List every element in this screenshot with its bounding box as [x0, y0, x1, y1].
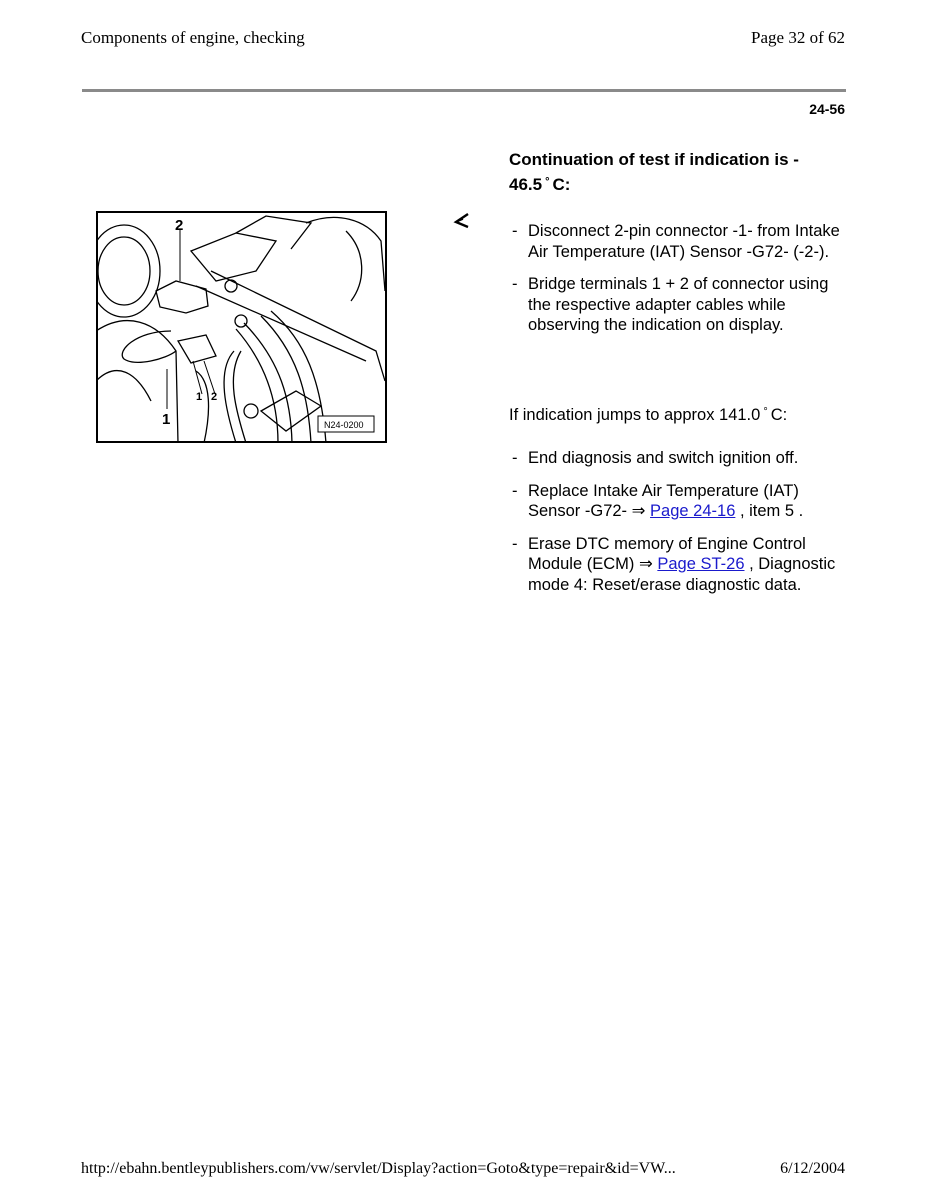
engine-connector-illustration [96, 211, 387, 443]
step-text-after: , Diagnostic mode 4: Reset/erase diagnostic data. [528, 555, 836, 594]
list-dash: - [512, 449, 518, 467]
step-text-after: , item 5 . [735, 502, 804, 520]
step-text: Disconnect 2-pin connector -1- from Intake Air Temperature (IAT) Sensor -G72- (-2-). [528, 222, 840, 261]
callout-pin-2: 2 [211, 391, 218, 403]
list-dash: - [512, 534, 518, 553]
condition-before: If indication jumps to approx 141.0 [509, 406, 761, 424]
steps-list-a [510, 221, 840, 336]
callout-pin-1: 1 [196, 391, 203, 403]
page-st-26-link[interactable]: Page ST-26 [657, 555, 745, 573]
list-item [510, 534, 840, 596]
degree-symbol: ° [763, 406, 768, 418]
list-item [510, 274, 840, 336]
figure-pointer-icon [453, 212, 471, 230]
steps-list-b [510, 448, 840, 595]
heading-value: 46.5 [509, 175, 543, 194]
list-item [510, 221, 840, 262]
step-text: Replace Intake Air Temperature (IAT) Sensor -G72- ⇒ [528, 481, 799, 520]
list-dash: - [512, 275, 518, 293]
callout-2: 2 [175, 217, 184, 234]
condition-text [509, 402, 787, 426]
section-number: 24-56 [809, 101, 845, 117]
step-text: Erase DTC memory of Engine Control Module (ECM) ⇒ [528, 534, 806, 573]
figure-code: N24-0200 [324, 420, 364, 430]
heading-line1: Continuation of test if indication is - [509, 150, 799, 169]
step-text: End diagnosis and switch ignition off. [528, 449, 799, 467]
footer-date: 6/12/2004 [780, 1160, 845, 1177]
step-text: Bridge terminals 1 + 2 of connector using the respective adapter cables while observing the indication on display. [528, 275, 829, 334]
list-item [510, 448, 840, 469]
header-divider [82, 89, 846, 92]
test-heading [509, 149, 839, 196]
degree-symbol: ° [545, 176, 550, 188]
list-dash: - [512, 222, 518, 240]
heading-unit: C: [552, 175, 571, 194]
page-24-16-link[interactable]: Page 24-16 [650, 502, 736, 520]
condition-unit: C: [770, 406, 788, 424]
page-counter: Page 32 of 62 [751, 28, 845, 47]
document-title: Components of engine, checking [81, 28, 305, 47]
callout-1: 1 [162, 411, 171, 428]
list-dash: - [512, 481, 518, 500]
list-item [510, 481, 840, 522]
footer-url: http://ebahn.bentleypublishers.com/vw/servlet/Display?action=Goto&type=repair&id=VW... [81, 1160, 676, 1177]
